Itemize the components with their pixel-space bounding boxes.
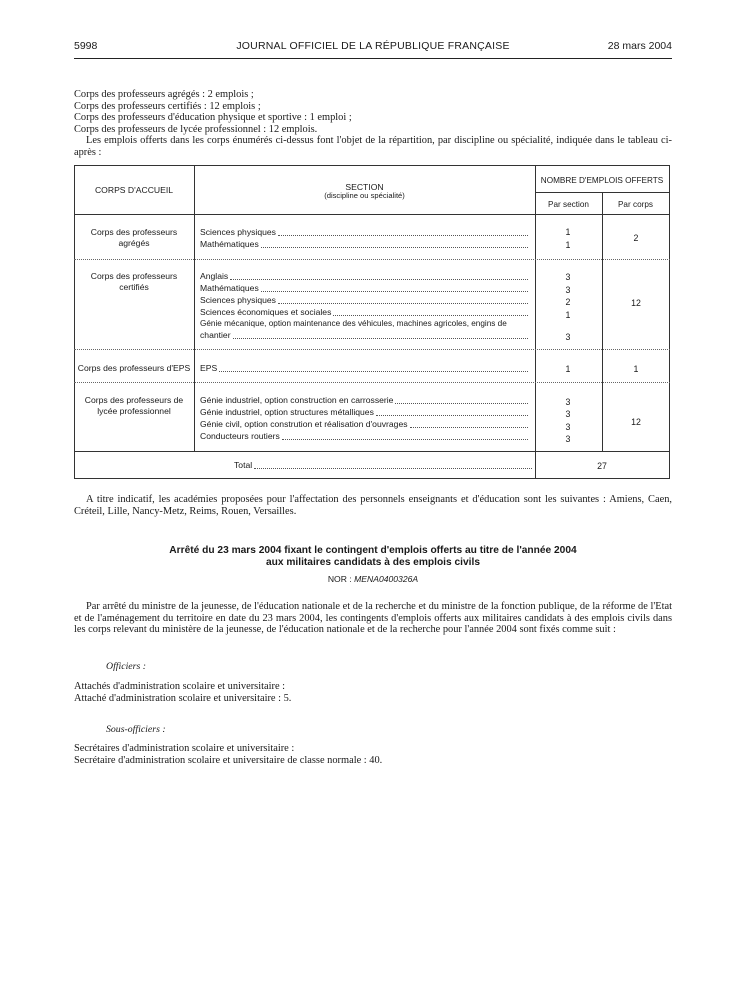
arrete-title — [74, 545, 672, 569]
section-name: Génie industriel, option structures métalliques — [200, 407, 374, 417]
section-name: Génie industriel, option construction en carrosserie — [200, 395, 394, 405]
section-row — [200, 271, 530, 282]
intro-line: Corps des professeurs d'éducation physique et sportive : 1 emploi ; — [74, 112, 352, 124]
par-section-value: 2 — [565, 297, 571, 307]
table-border — [74, 165, 670, 166]
distribution-table — [74, 165, 670, 479]
sous-officiers-line: Secrétaires d'administration scolaire et universitaire : — [74, 743, 295, 754]
header-par-section: Par section — [548, 200, 589, 209]
column-rule — [602, 192, 603, 451]
nor-reference — [74, 574, 672, 584]
section-name: Mathématiques — [200, 283, 259, 293]
section-row — [200, 227, 530, 238]
par-section-value: 3 — [565, 332, 571, 342]
sous-officiers-line: Secrétaire d'administration scolaire et universitaire de classe normale : 40. — [74, 754, 383, 766]
section-row — [200, 283, 530, 294]
arrete-title-line: Arrêté du 23 mars 2004 fixant le contingent d'emplois offerts au titre de l'année 2004 — [169, 545, 577, 556]
total-row — [234, 460, 534, 471]
section-name: Sciences physiques — [200, 295, 276, 305]
section-row — [200, 363, 530, 374]
par-section-value: 1 — [565, 240, 571, 250]
page-header — [74, 40, 672, 54]
par-section-value: 1 — [565, 310, 571, 320]
par-section-value: 3 — [565, 272, 571, 282]
section-name: Anglais — [200, 271, 229, 281]
header-section: SECTION — [345, 182, 384, 192]
group-separator — [74, 382, 670, 383]
section-name-cont: chantier — [200, 330, 231, 340]
section-name: Génie mécanique, option maintenance des véhicules, machines agricoles, engins de — [200, 319, 507, 328]
total-value: 27 — [597, 461, 607, 471]
corps-label: Corps des professeurs de lycée professionnel — [84, 395, 184, 416]
intro-paragraph: Les emplois offerts dans les corps énumérés ci-dessus font l'objet de la répartition, par discipline ou spécialité, indiquée dans le tableau ci-après : — [74, 135, 672, 158]
par-section-value: 3 — [565, 397, 571, 407]
par-section-value: 3 — [565, 434, 571, 444]
section-row — [200, 407, 530, 418]
par-section-value: 3 — [565, 422, 571, 432]
header-corps: CORPS D'ACCUEIL — [94, 185, 174, 195]
arrete-title-line: aux militaires candidats à des emplois civils — [265, 556, 481, 568]
officiers-line: Attaché d'administration scolaire et universitaire : 5. — [74, 692, 292, 704]
section-name: EPS — [200, 363, 218, 373]
section-name: Génie civil, option constrution et réalisation d'ouvrages — [200, 419, 408, 429]
officiers-list — [74, 681, 672, 704]
section-name: Sciences physiques — [200, 227, 276, 237]
corps-label: Corps des professeurs d'EPS — [77, 363, 191, 373]
after-table-paragraph — [74, 494, 672, 517]
corps-label: Corps des professeurs certifiés — [90, 271, 178, 292]
section-row — [200, 239, 530, 250]
intro-line: Corps des professeurs agrégés : 2 emplois ; — [74, 89, 254, 100]
section-name: Conducteurs routiers — [200, 431, 280, 441]
officiers-heading: Officiers : — [106, 661, 146, 672]
par-section-value: 3 — [565, 409, 571, 419]
header-rule-bottom — [74, 214, 670, 215]
intro-line: Corps des professeurs de lycée professionnel : 12 emplois. — [74, 123, 318, 135]
total-rule — [74, 451, 670, 452]
table-border — [74, 478, 670, 479]
arrete-body-text: Par arrêté du ministre de la jeunesse, de l'éducation nationale et de la recherche et du ministre de la fonction publique, de la réforme de l'Etat et de l'aménagement du territoire en date du 23 mars 2004, les contingents d'emplois offerts aux militaires candidats à des emplois civils dans les corps relevant du ministère de la jeunesse, de l'éducation nationale et de la recherche pour l'année 2004 sont fixés comme suit : — [74, 601, 672, 636]
table-border — [669, 165, 670, 479]
publication-date: 28 mars 2004 — [607, 40, 672, 52]
par-section-value: 3 — [565, 285, 571, 295]
section-name: Mathématiques — [200, 239, 259, 249]
corps-label: Corps des professeurs agrégés — [90, 227, 178, 248]
sous-officiers-list — [74, 743, 672, 766]
page-number: 5998 — [74, 40, 98, 52]
header-rule-sub — [535, 192, 669, 193]
par-section-value: 1 — [565, 364, 571, 374]
group-separator — [74, 259, 670, 260]
section-row — [200, 330, 530, 341]
officiers-line: Attachés d'administration scolaire et universitaire : — [74, 681, 286, 692]
column-rule — [194, 165, 195, 451]
sous-officiers-heading: Sous-officiers : — [106, 724, 166, 735]
section-row — [200, 395, 530, 406]
journal-title: JOURNAL OFFICIEL DE LA RÉPUBLIQUE FRANÇAISE — [236, 40, 510, 52]
academies-text: A titre indicatif, les académies proposées pour l'affectation des personnels enseignants et d'éducation sont les suivantes : Amiens, Caen, Créteil, Lille, Nancy-Metz, Reims, Rouen, Versailles. — [74, 494, 672, 517]
intro-list — [74, 89, 672, 159]
par-corps-value: 2 — [633, 233, 639, 243]
par-corps-value: 12 — [631, 298, 641, 308]
nor-code: MENA0400326A — [354, 574, 419, 584]
par-section-value: 1 — [565, 227, 571, 237]
nor-label: NOR : — [327, 574, 352, 584]
header-section-sub: (discipline ou spécialité) — [324, 191, 405, 200]
par-corps-value: 12 — [631, 417, 641, 427]
section-row — [200, 431, 530, 442]
section-name: Sciences économiques et sociales — [200, 307, 332, 317]
section-row — [200, 419, 530, 430]
section-row — [200, 295, 530, 306]
header-rule — [74, 58, 672, 59]
header-par-corps: Par corps — [617, 200, 654, 209]
total-label: Total — [234, 460, 253, 470]
header-nombre: NOMBRE D'EMPLOIS OFFERTS — [540, 176, 664, 185]
arrete-body — [74, 601, 672, 636]
group-separator — [74, 349, 670, 350]
intro-line: Corps des professeurs certifiés : 12 emplois ; — [74, 100, 261, 112]
table-border — [74, 165, 75, 479]
section-row — [200, 307, 530, 318]
par-corps-value: 1 — [633, 364, 639, 374]
